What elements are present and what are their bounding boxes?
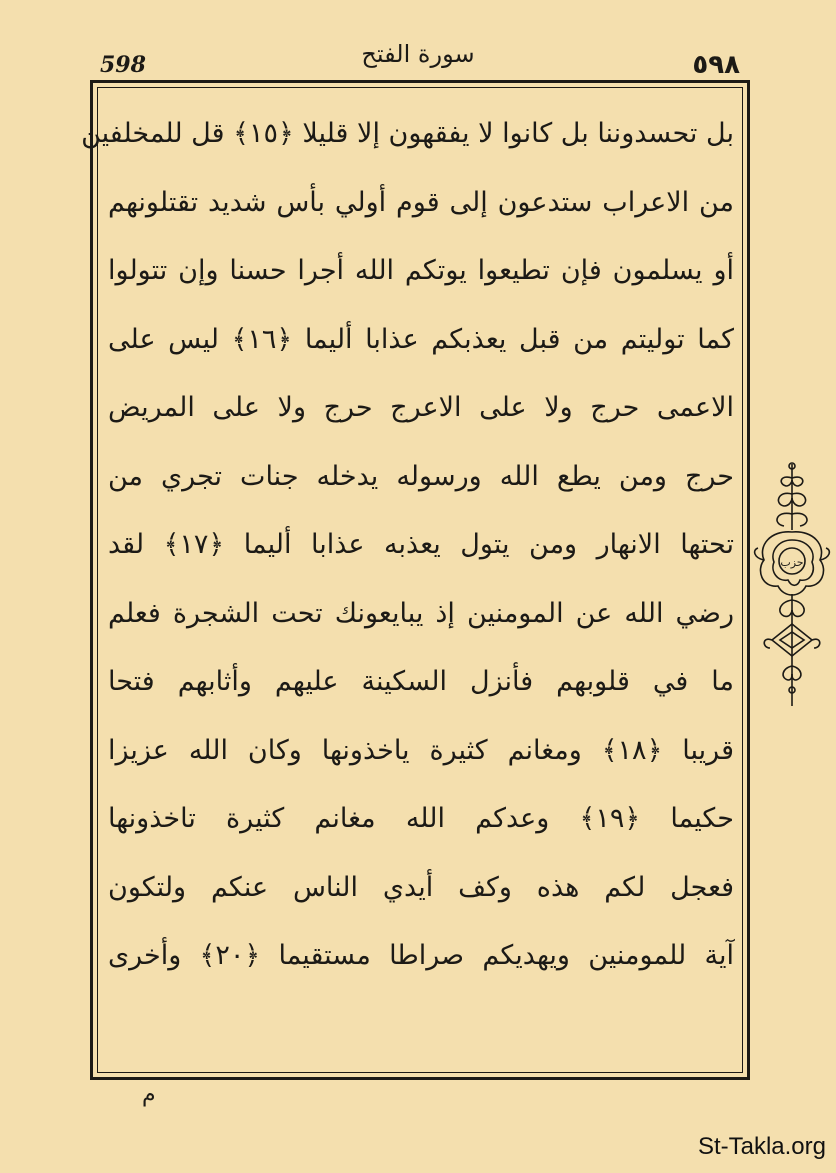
verse-line-6: حرج ومن يطع الله ورسوله يدخله جنات تجري من: [108, 460, 734, 492]
catchword: م: [142, 1082, 156, 1107]
watermark: St-Takla.org: [697, 1133, 826, 1160]
hizb-ornament-icon: [750, 460, 834, 710]
verse-line-3: أو يسلمون فإن تطيعوا يوتكم الله أجرا حسنا وإن تتولوا: [108, 255, 734, 286]
page-number-latin: 598: [100, 52, 146, 78]
verse-line-4: كما توليتم من قبل يعذبكم عذابا أليما ﴿١٦﴾ ليس على: [108, 323, 734, 355]
verse-line-5: الاعمى حرج ولا على الاعرج حرج ولا على المريض: [108, 392, 734, 423]
verse-line-13: آية للمومنين ويهديكم صراطا مستقيما ﴿٢٠﴾ وأخرى: [108, 940, 735, 971]
sura-title: سورة الفتح: [361, 40, 475, 68]
verse-line-7: تحتها الانهار ومن يتول يعذبه عذابا أليما ﴿١٧﴾ لقد: [108, 529, 734, 560]
verse-line-9: ما في قلوبهم فأنزل السكينة عليهم وأثابهم فتحا: [108, 666, 734, 697]
page-number-arabic: ٥٩٨: [692, 50, 740, 80]
verse-line-12: فعجل لكم هذه وكف أيدي الناس عنكم ولتكون: [108, 871, 734, 903]
verse-line-11: حكيما ﴿١٩﴾ وعدكم الله مغانم كثيرة تاخذونها: [108, 803, 734, 834]
verse-line-8: رضي الله عن المومنين إذ يبايعونك تحت الشجرة فعلم: [108, 597, 734, 629]
hizb-mark-text: حزب: [780, 556, 804, 569]
verse-text-block: [81, 100, 735, 1060]
verse-line-10: قريبا ﴿١٨﴾ ومغانم كثيرة ياخذونها وكان الله عزيزا: [108, 734, 734, 766]
verse-line-1: بل تحسدوننا بل كانوا لا يفقهون إلا قليلا ﴿١٥﴾ قل للمخلفين: [81, 118, 734, 149]
verse-line-2: من الاعراب ستدعون إلى قوم أولي بأس شديد تقتلونهم: [108, 186, 734, 218]
